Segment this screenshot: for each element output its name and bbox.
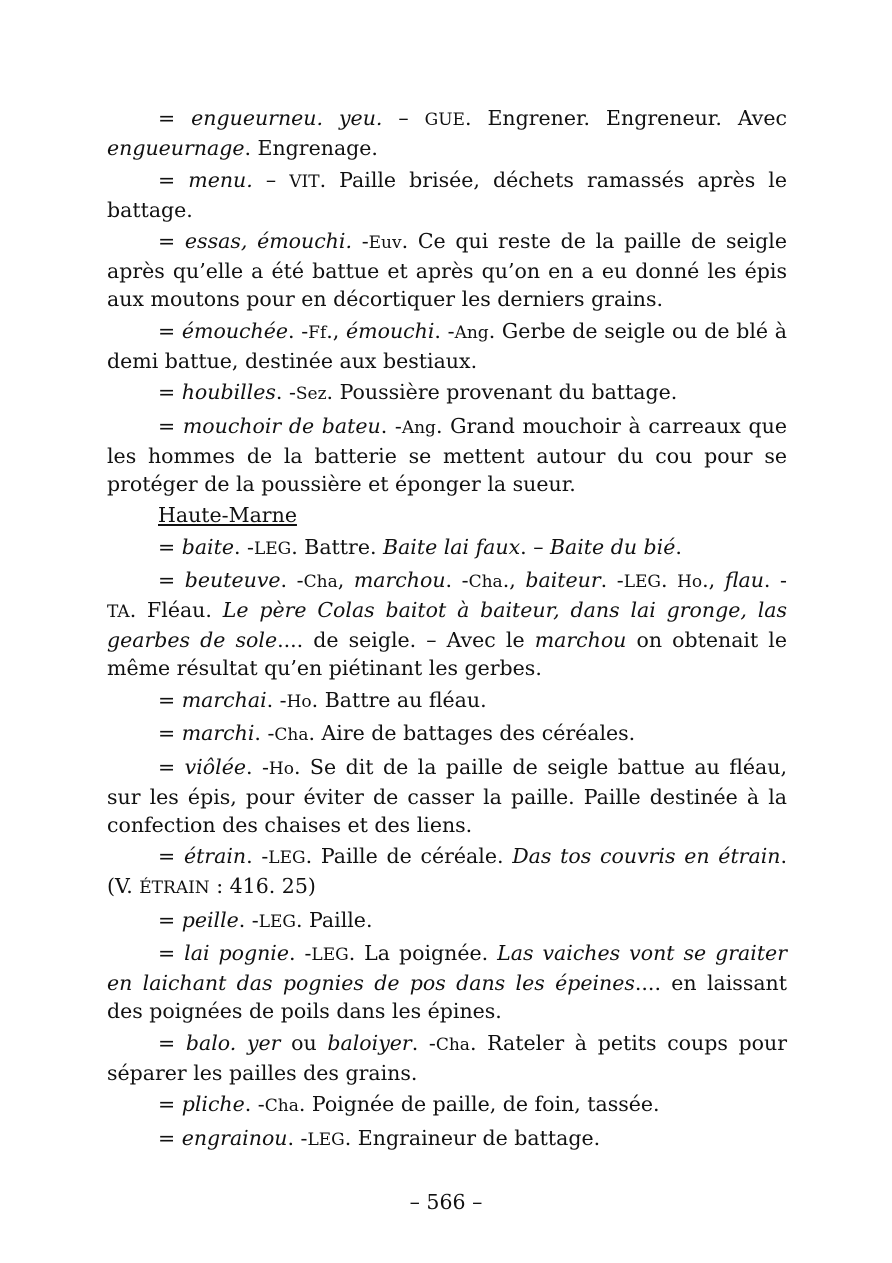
locality-abbrev: VIT (289, 171, 320, 192)
entry-text: . Rateler à petits coups pour séparer les pailles des grains. (107, 1030, 788, 1085)
italic-term: engrainou (181, 1125, 288, 1150)
section-heading (107, 501, 787, 529)
entry-text: . – (520, 534, 550, 559)
entry-text: . - (763, 568, 787, 592)
glossary-entry (107, 317, 787, 375)
entry-text: . - (245, 754, 269, 779)
glossary-entry (107, 906, 787, 936)
glossary-entry (107, 1029, 787, 1087)
entry-text: ., (326, 318, 347, 343)
entry-text: . - (600, 568, 624, 592)
locality-abbrev: Ho (286, 691, 312, 712)
locality-abbrev: LEG (268, 848, 306, 868)
entry-text: . Engrener. Engreneur. Avec (464, 106, 787, 130)
entry-text: . - (287, 318, 309, 343)
locality-abbrev: Cha (435, 1034, 470, 1055)
entry-text: . - (246, 844, 269, 868)
glossary-entry (107, 686, 787, 716)
entry-text: . - (275, 380, 296, 404)
italic-term: Baite du bié (549, 534, 676, 559)
italic-term: peille (181, 907, 239, 932)
entry-text: = (158, 229, 185, 253)
entry-text: . - (380, 413, 402, 438)
entry-text: . Paille. (296, 907, 373, 932)
entry-text: = (158, 106, 192, 130)
entry-text: . Se dit de la paille de seigle battue au fléau, sur les épis, pour éviter de casser la paille. Paille destinée à la confection des chaises et des liens. (107, 754, 787, 837)
entry-text: . Aire de battages des céréales. (308, 721, 636, 745)
entry-text: ., (502, 568, 526, 592)
entry-text: . (660, 568, 678, 592)
entry-text: . Battre. (291, 534, 383, 559)
italic-term: marchou (353, 568, 446, 592)
locality-abbrev: Cha (264, 1096, 299, 1116)
locality-abbrev: LEG (253, 538, 292, 559)
locality-abbrev: Cha (274, 725, 309, 745)
glossary-text (107, 104, 787, 1157)
locality-abbrev: ÉTRAIN (139, 878, 210, 898)
glossary-entry (107, 566, 787, 682)
entry-text: = (158, 907, 182, 932)
italic-term: baiteur (525, 568, 601, 592)
entry-text: = (158, 413, 183, 438)
entry-text: . Engrenage. (244, 136, 378, 160)
glossary-entry (107, 753, 787, 839)
italic-term: flau (724, 568, 764, 592)
glossary-entry (107, 1124, 787, 1154)
italic-term: engueurnage (107, 136, 245, 160)
entry-text: . - (254, 721, 275, 745)
entry-text: , (337, 568, 354, 592)
locality-abbrev: TA (107, 602, 130, 622)
locality-abbrev: LEG (311, 945, 349, 965)
entry-text: . Fléau. (129, 598, 223, 622)
glossary-entry (107, 719, 787, 749)
italic-term: pliche (181, 1092, 245, 1116)
entry-text: .... en laissant des poignées de poils dans les épines. (107, 971, 787, 1023)
entry-text: = (158, 568, 185, 592)
italic-term: étrain (183, 844, 247, 868)
locality-abbrev: Ang (454, 322, 489, 343)
glossary-entry (107, 939, 787, 1025)
entry-text: . - (288, 941, 312, 965)
locality-abbrev: Cha (303, 572, 338, 592)
entry-text: ., (702, 568, 725, 592)
glossary-entry (107, 227, 787, 313)
locality-abbrev: LEG (307, 1129, 345, 1150)
entry-text: : 416. 25) (209, 874, 316, 898)
locality-abbrev: Ho (268, 758, 294, 779)
page-number: – 566 – (409, 1190, 483, 1214)
locality-abbrev: Cha (468, 572, 503, 592)
italic-term: baite (181, 534, 234, 559)
italic-term: marchi (181, 721, 255, 745)
entry-text: = (158, 941, 185, 965)
glossary-entry (107, 412, 787, 498)
italic-term: viôlée (184, 754, 246, 779)
entry-text: . Gerbe de seigle ou de blé à demi battue, destinée aux bestiaux. (107, 318, 787, 373)
italic-term: émouchée (181, 318, 288, 343)
entry-text: . - (280, 568, 304, 592)
entry-text: . - (233, 534, 254, 559)
entry-text: - (351, 229, 369, 253)
entry-text: . (675, 534, 682, 559)
entry-text: = (158, 318, 182, 343)
entry-text: . - (411, 1030, 436, 1055)
entry-text: = (158, 844, 184, 868)
entry-text: . Poussière provenant du battage. (326, 380, 678, 404)
entry-text: = (158, 1125, 182, 1150)
glossary-entry (107, 166, 787, 224)
locality-abbrev: LEG (623, 572, 661, 592)
entry-text: . Ce qui reste de la paille de seigle après qu’elle a été battue et après qu’on en a eu donné les épis aux moutons pour en décortiquer les derniers grains. (107, 229, 787, 311)
entry-text: . - (266, 687, 287, 712)
entry-text: . - (287, 1125, 308, 1150)
entry-text: = (158, 1030, 186, 1055)
entry-text: . - (445, 568, 469, 592)
entry-text: . Paille brisée, déchets ramassés après le battage. (107, 167, 787, 222)
locality-abbrev: Ang (401, 417, 436, 438)
italic-term: Le père Colas baitot à baiteur, dans lai gronge, las gearbes de sole (107, 598, 788, 652)
locality-abbrev: GUE (424, 110, 465, 130)
entry-text: ou (280, 1030, 328, 1055)
italic-term: marchou (534, 628, 627, 652)
italic-term: essas, émouchi. (184, 229, 352, 253)
italic-term: engueurneu. yeu. (191, 106, 383, 130)
entry-text: = (158, 687, 182, 712)
glossary-entry (107, 378, 787, 408)
entry-text: on obtenait le même résultat qu’en piétinant les gerbes. (107, 628, 787, 680)
entry-text: . Paille de céréale. (305, 844, 513, 868)
locality-abbrev: LEG (258, 911, 297, 932)
locality-abbrev: Ff (308, 322, 327, 343)
entry-text: . Poignée de paille, de foin, tassée. (298, 1092, 660, 1116)
entry-text: . - (244, 1092, 265, 1116)
italic-term: beuteuve (184, 568, 281, 592)
entry-text: = (158, 721, 182, 745)
entry-text: . La poignée. (348, 941, 498, 965)
glossary-entry (107, 842, 787, 902)
entry-text: . Battre au fléau. (311, 687, 487, 712)
italic-term: Las vaiches vont se graiter en laichant das pognies de pos dans les épeines (107, 941, 787, 995)
entry-text: – (252, 167, 290, 192)
entry-text: – (382, 106, 425, 130)
entry-text: .... de seigle. – Avec le (277, 628, 535, 652)
entry-text: Haute-Marne (158, 503, 297, 527)
glossary-entry (107, 104, 787, 162)
entry-text: . (V. (107, 844, 787, 898)
italic-term: menu. (188, 167, 253, 192)
italic-term: balo. yer (185, 1030, 281, 1055)
entry-text: = (158, 380, 182, 404)
entry-text: = (158, 534, 182, 559)
italic-term: marchai (181, 687, 267, 712)
glossary-entry (107, 533, 787, 563)
italic-term: baloiyer (327, 1030, 412, 1055)
entry-text: . Grand mouchoir à carreaux que les hommes de la batterie se mettent autour du cou pour se protéger de la poussière et éponger la sueur. (107, 413, 787, 496)
glossary-entry (107, 1090, 787, 1120)
italic-term: Baite lai faux (383, 534, 521, 559)
italic-term: émouchi (346, 318, 435, 343)
entry-text: = (158, 167, 189, 192)
italic-term: lai pognie (184, 941, 289, 965)
locality-abbrev: Ho (677, 572, 703, 592)
entry-text: . - (434, 318, 455, 343)
entry-text: . - (238, 907, 259, 932)
locality-abbrev: Euv (368, 233, 402, 253)
entry-text: = (158, 754, 185, 779)
italic-term: Das tos couvris en étrain (512, 844, 781, 868)
italic-term: mouchoir de bateu (182, 413, 381, 438)
italic-term: houbilles (181, 380, 276, 404)
entry-text: = (158, 1092, 182, 1116)
entry-text: . Engraineur de battage. (344, 1125, 601, 1150)
locality-abbrev: Sez (295, 384, 327, 404)
